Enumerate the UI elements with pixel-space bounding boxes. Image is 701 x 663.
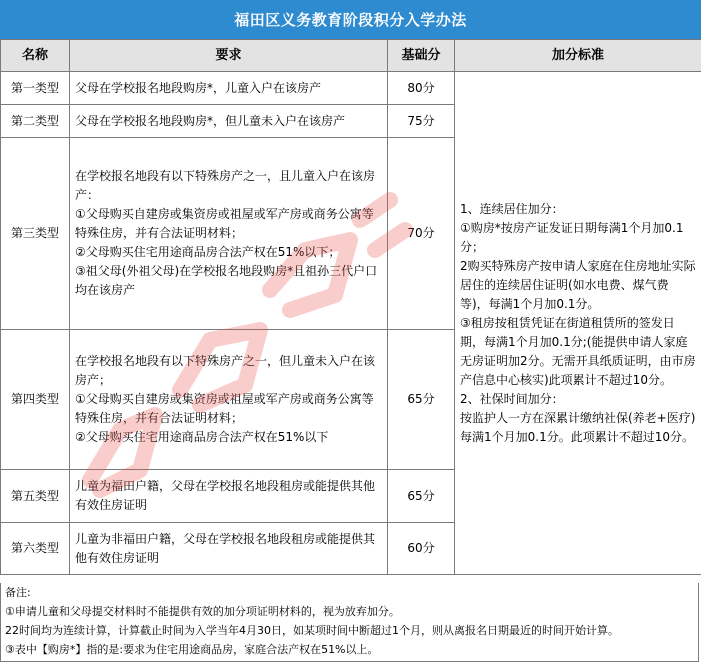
requirement-line: 在学校报名地段有以下特殊房产之一，且儿童入户在该房产：: [75, 169, 376, 202]
requirement-line: ②父母购买住宅用途商品房合法产权在51%以下；: [75, 245, 341, 259]
row-name: 第二类型: [1, 105, 70, 138]
row-score: 80分: [388, 72, 455, 105]
bonus-line: 2、社保时间加分：: [460, 391, 564, 406]
notes-label: 备注:: [5, 586, 31, 599]
row-requirement: [70, 138, 388, 330]
requirement-line: ②父母购买住宅用途商品房合法产权在51%以下: [75, 430, 329, 444]
note-line: ①申请儿童和父母提交材料时不能提供有效的加分项证明材料的，视为放弃加分。: [5, 605, 400, 618]
note-line: ③表中【购房*】指的是:要求为住宅用途商品房，家庭合法产权在51%以上。: [5, 643, 379, 656]
policy-table: [0, 39, 701, 575]
requirement-line: 儿童为非福田户籍，父母在学校报名地段租房或能提供其他有效住房证明: [75, 531, 376, 565]
row-name: 第三类型: [1, 138, 70, 330]
table-row: [1, 72, 701, 105]
requirement-line: 父母在学校报名地段购房*，但儿童未入户在该房产: [75, 113, 346, 128]
row-requirement: [70, 105, 388, 138]
row-score: 65分: [388, 330, 455, 470]
bonus-line: 2购买特殊房产按申请人家庭在住房地址实际居住的连续居住证明(如水电费、煤气费等)，每满1个月加0.1分。: [460, 258, 696, 311]
bonus-line: 1、连续居住加分：: [460, 201, 564, 216]
page-title: 福田区义务教育阶段积分入学办法: [0, 0, 701, 40]
header-name: 名称: [1, 40, 70, 72]
row-score: 65分: [388, 470, 455, 523]
requirement-line: 儿童为福田户籍，父母在学校报名地段租房或能提供其他有效住房证明: [75, 479, 376, 512]
bonus-standard-cell: [455, 72, 701, 575]
row-score: 60分: [388, 523, 455, 575]
row-name: 第四类型: [1, 330, 70, 470]
table-header-row: [1, 40, 701, 72]
note-line: 22时间均为连续计算，计算截止时间为入学当年4月30日，如某项时间中断超过1个月，则从离报名日期最近的时间开始计算。: [5, 624, 619, 637]
requirement-line: 父母在学校报名地段购房*，儿童入户在该房产: [75, 80, 322, 95]
requirement-line: ③祖父母(外祖父母)在学校报名地段购房*且祖孙三代户口均在该房产: [75, 264, 378, 297]
requirement-line: 在学校报名地段有以下特殊房产之一，但儿童未入户在该房产；: [75, 354, 376, 387]
bonus-line: ①购房*按房产证发证日期每满1个月加0.1分；: [460, 220, 684, 254]
row-requirement: [70, 330, 388, 470]
row-name: 第五类型: [1, 470, 70, 523]
row-name: 第一类型: [1, 72, 70, 105]
header-base-score: 基础分: [388, 40, 455, 72]
row-score: 70分: [388, 138, 455, 330]
row-requirement: [70, 470, 388, 523]
row-name: 第六类型: [1, 523, 70, 575]
header-bonus: 加分标准: [455, 40, 701, 72]
header-requirement: 要求: [70, 40, 388, 72]
row-score: 75分: [388, 105, 455, 138]
row-requirement: [70, 523, 388, 575]
row-requirement: [70, 72, 388, 105]
notes-section: [0, 583, 699, 662]
bonus-line: 按监护人一方在深累计缴纳社保(养老+医疗)每满1个月加0.1分。此项累计不超过10分。: [460, 410, 696, 444]
requirement-line: ①父母购买自建房或集资房或祖屋或军产房或商务公寓等特殊住房，并有合法证明材料；: [75, 207, 374, 240]
requirement-line: ①父母购买自建房或集资房或祖屋或军产房或商务公寓等特殊住房，并有合法证明材料；: [75, 392, 374, 425]
bonus-line: ③租房按租赁凭证在街道租赁所的签发日期，每满1个月加0.1分;(能提供申请人家庭无房证明加2分。无需开具纸质证明，由市房产信息中心核实)此项累计不超过10分。: [460, 315, 696, 387]
